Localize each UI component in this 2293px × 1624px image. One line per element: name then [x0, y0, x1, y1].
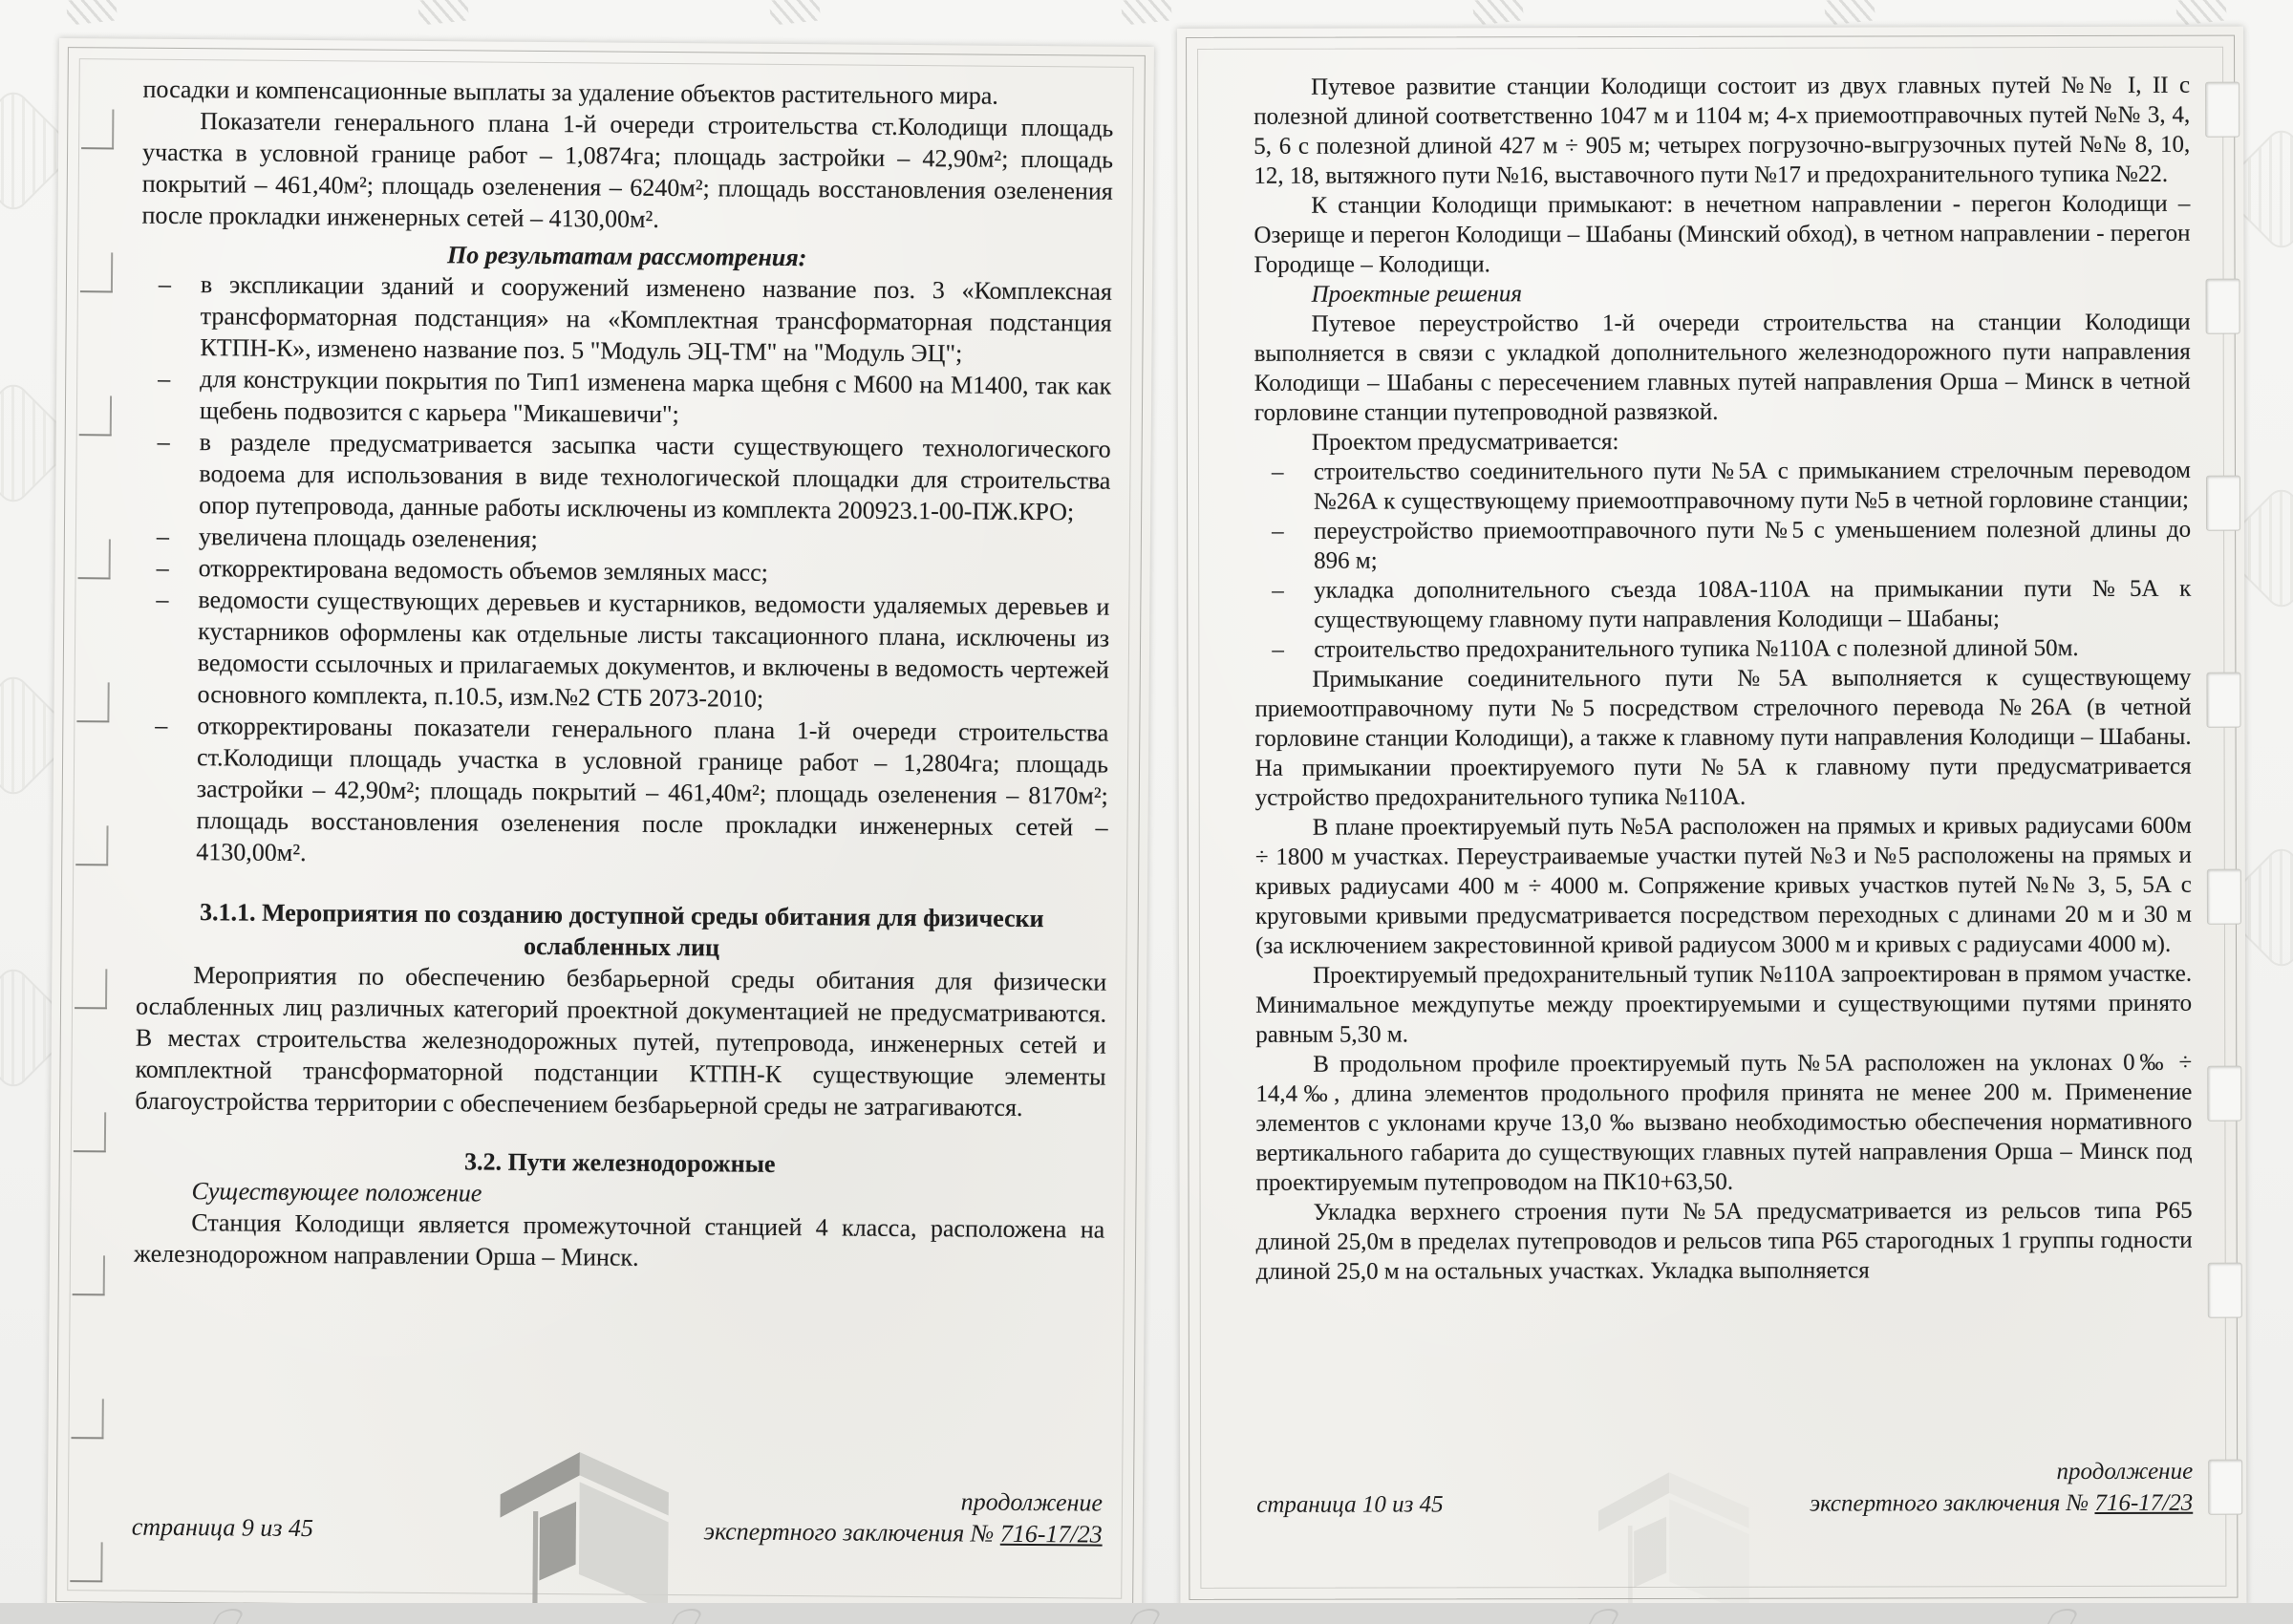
binding-marks [68, 109, 119, 1582]
band-mark [1130, 1609, 1164, 1624]
project-bullet-list [1254, 456, 2191, 665]
heading-3-1-1: 3.1.1. Мероприятия по созданию доступной среды обитания для физически ослабленных лиц [199, 898, 1044, 962]
bullet-dash: – [1272, 518, 1284, 545]
binding-mark [76, 539, 117, 579]
bullet-dash: – [156, 585, 169, 613]
bullet-dash: – [158, 269, 172, 298]
page-9 [47, 38, 1154, 1619]
conclusion-number: 716-17/23 [999, 1519, 1103, 1549]
hatch-mark [418, 0, 469, 26]
continuation-note: продолжение экспертного заключения № 716-17/23 [703, 1487, 1104, 1549]
punch-hole [2206, 279, 2240, 334]
bullet-item: – увеличена площадь озеленения; [156, 522, 538, 553]
band-mark [1589, 1609, 1622, 1624]
bullet-item: – строительство предохранительного тупика №110А с полезной длиной 50м. [1272, 635, 2079, 663]
heading-results: По результатам рассмотрения: [446, 241, 807, 272]
paragraph-accessibility: Мероприятия по обеспечению безбарьерной среды обитания для физически ослабленных лиц различных категорий проектной документацией не предусматриваются. В местах строительства железнодорожных путей, путепровода, инженерных сетей и комплектной трансформаторной подстанции КТПН-К существующие элементы благоустройства территории с обеспечением безбарьерной среды не затрагиваются. [135, 961, 1107, 1122]
page-9-footer [132, 1480, 1103, 1550]
bullet-item: – в разделе предусматривается засыпка части существующего технологического водоема для использования в виде технологической площадки для строительства опор путепровода, данные работы исключены из комплекта 200923.1-00-ПЖ.КРО; [157, 427, 1111, 526]
band-mark [2047, 1609, 2081, 1624]
punch-holes [2205, 82, 2242, 1515]
binding-mark [71, 1255, 111, 1295]
subheading-design-solutions: Проектные решения [1311, 281, 1522, 308]
bullet-dash: – [155, 711, 168, 739]
page-10-footer [1256, 1456, 2193, 1521]
hatch-mark [66, 0, 118, 26]
binding-mark [72, 1112, 112, 1152]
paragraph-longitudinal-profile: В продольном профиле проектируемый путь №5А расположен на уклонах 0‰ ÷ 14,4‰, длина элементов продольного профиля принята не менее 200 м. Применение элементов с уклонами круче 13,0 ‰ вызвано необходимостью обеспечения нормативного вертикального габарита до существующих главных путей направления Орша – Минск под проектируемым путепроводом на ПК10+63,50. [1255, 1049, 2193, 1196]
paragraph-project-provides: Проектом предусматривается: [1311, 429, 1619, 456]
subheading-existing-state: Существующее положение [191, 1177, 482, 1207]
page-number-label: страница 10 из 45 [1256, 1491, 1444, 1518]
paragraph-genplan-indicators: Показатели генерального плана 1-й очереди строительства ст.Колодищи площадь участка в условной границе работ – 1,0874га; площадь застройки – 42,90м²; площадь покрытий – 461,40м²; площадь озеленения – 6240м²; площадь восстановления озеленения после прокладки инженерных сетей – 4130,00м². [141, 107, 1114, 233]
scanner-bottom-band [0, 1603, 2293, 1624]
paragraph-track-superstructure: Укладка верхнего строения пути №5А предусматривается из рельсов типа Р65 длиной 25,0м в пределах путепроводов и рельсов типа Р65 старогодных 1 группы годности длиной 25,0 м на остальных участках. Укладка выполняется [1255, 1197, 2193, 1285]
bullet-item: – откорректированы показатели генерального плана 1-й очереди строительства ст.Колодищи площадь участка в условной границе работ – 1,2804га; площадь застройки – 42,90м²; площадь покрытий – 461,40м²; площадь озеленения – 8170м²; площадь восстановления озеленения после прокладки инженерных сетей – 4130,00м². [155, 711, 1109, 867]
heading-3-2: 3.2. Пути железнодорожные [463, 1147, 776, 1178]
binding-mark [77, 395, 118, 436]
conclusion-number: 716-17/23 [2094, 1489, 2194, 1516]
punch-hole [2208, 1460, 2242, 1515]
paragraph-track-reconstruction: Путевое переустройство 1-й очереди строительства на станции Колодищи выполняется в связи с укладкой дополнительного железнодорожного пути направления Колодищи – Шабаны с пересечением главных путей направления Орша – Минск в четной горловине станции путепроводной развязкой. [1254, 309, 2191, 426]
hatch-mark [1121, 0, 1172, 26]
continuation-note: продолжение экспертного заключения № 716-17/23 [1810, 1458, 2194, 1517]
punch-hole [2207, 1066, 2241, 1122]
page-10-text [1254, 71, 2193, 1287]
hatch-mark [2175, 0, 2227, 26]
paragraph-adjacent-sections: К станции Колодищи примыкают: в нечетном направлении - перегон Колодищи – Озерище и перегон Колодищи – Шабаны (Минский обход), в четном направлении - перегон Городище – Колодищи. [1254, 190, 2191, 278]
bullet-dash: – [156, 553, 169, 582]
binding-mark [69, 1399, 109, 1439]
bullet-dash: – [156, 522, 170, 550]
band-mark [672, 1609, 705, 1624]
page-9-text [134, 74, 1114, 1277]
paragraph-junction: Примыкание соединительного пути №5А выполняется к существующему приемоотправочному пути №5 посредством стрелочного перевода №26А (в четной горловине станции Колодищи), а также к главному пути направления Колодищи – Шабаны. На примыкании проектируемого пути №5А к главному пути предусматривается устройство предохранительного тупика №110А. [1254, 664, 2192, 811]
paragraph-track-development: Путевое развитие станции Колодищи состоит из двух главных путей №№ I, II с полезной длиной соответственно 1047 м и 1104 м; 4-х приемоотправочных путей №№ 3, 4, 5, 6 с полезной длиной 427 м ÷ 905 м; четырех погрузочно-выгрузочных путей №№ 8, 10, 12, 18, вытяжного пути №16, выставочного пути №17 и предохранительного тупика №22. [1254, 72, 2191, 189]
punch-hole [2206, 476, 2240, 531]
left-edge-watermarks [0, 105, 59, 1074]
bullet-item: – строительство соединительного пути №5А с примыканием стрелочным переводом №26А к существующему приемоотправочному пути №5 в четной горловине станции; [1272, 456, 2191, 517]
bullet-dash: – [1272, 577, 1284, 604]
punch-hole [2205, 82, 2239, 138]
binding-mark [75, 682, 115, 722]
bullet-item: – откорректирована ведомость объемов земляных масс; [156, 553, 769, 587]
binding-mark [79, 109, 119, 149]
punch-hole [2208, 1263, 2242, 1318]
bullet-dash: – [157, 427, 170, 456]
page-10 [1177, 27, 2246, 1609]
bullet-item: – для конструкции покрытия по Тип1 изменена марка щебня с М600 на М1400, так как щебень подвозится с карьера "Микашевичи"; [158, 364, 1112, 429]
bullet-dash: – [158, 364, 171, 393]
paragraph-intro: посадки и компенсационные выплаты за удаление объектов растительного мира. [142, 75, 998, 110]
bullet-item: – ведомости существующих деревьев и кустарников, ведомости удаляемых деревьев и кустарников оформлены как отдельные листы таксационного плана, исключены из ведомости ссылочных и прилагаемых документов, и включены в ведомость чертежей основного комплекта, п.10.5, изм.№2 СТБ 2073-2010; [156, 585, 1110, 713]
hatch-mark [1824, 0, 1875, 26]
paragraph-dead-end: Проектируемый предохранительный тупик №110А запроектирован в прямом участке. Минимальное междупутье между проектируемыми и существующими путями принято равным 5,30 м. [1255, 960, 2193, 1048]
binding-mark [74, 825, 114, 865]
binding-mark [78, 252, 118, 292]
binding-mark [68, 1542, 108, 1582]
top-edge-hatch-marks [67, 0, 2226, 23]
paragraph-station: Станция Колодищи является промежуточной станцией 4 класса, расположена на железнодорожном направлении Орша – Минск. [133, 1208, 1105, 1271]
page-number-label: страница 9 из 45 [131, 1512, 314, 1543]
hatch-mark [1472, 0, 1524, 26]
bullet-item: – переустройство приемоотправочного пути №5 с уменьшением полезной длины до 896 м; [1272, 515, 2191, 576]
paragraph-plan-geometry: В плане проектируемый путь №5А расположен на прямых и кривых радиусами 600м ÷ 1800 м участках. Переустраиваемые участки путей №3 и №5 расположены на прямых и кривых радиусами 400 м ÷ 4000 м. Сопряжение кривых участков путей №№ 3, 5, 5А с круговыми кривыми предусматривается посредством переходных с длинами 20 м и 30 м (за исключением закрестовинной кривой радиусом 3000 м и кривых с радиусами 4000 м). [1254, 812, 2192, 959]
punch-hole [2207, 869, 2241, 925]
binding-mark [73, 969, 113, 1009]
band-mark [213, 1609, 246, 1624]
bullet-item: – в экспликации зданий и сооружений изменено название поз. 3 «Комплексная трансформаторная подстанция» на «Комплектная трансформаторная подстанция КТПН-К», изменено название поз. 5 "Модуль ЭЦ-ТМ" на "Модуль ЭЦ"; [158, 269, 1113, 368]
hatch-mark [769, 0, 821, 26]
bullet-item: – укладка дополнительного съезда 108А-110А на примыкании пути №5А к существующему главному пути направления Колодищи – Шабаны; [1272, 574, 2191, 635]
bullet-dash: – [1272, 636, 1284, 663]
bullet-dash: – [1271, 459, 1284, 485]
results-bullet-list [137, 268, 1112, 875]
punch-hole [2206, 673, 2240, 728]
